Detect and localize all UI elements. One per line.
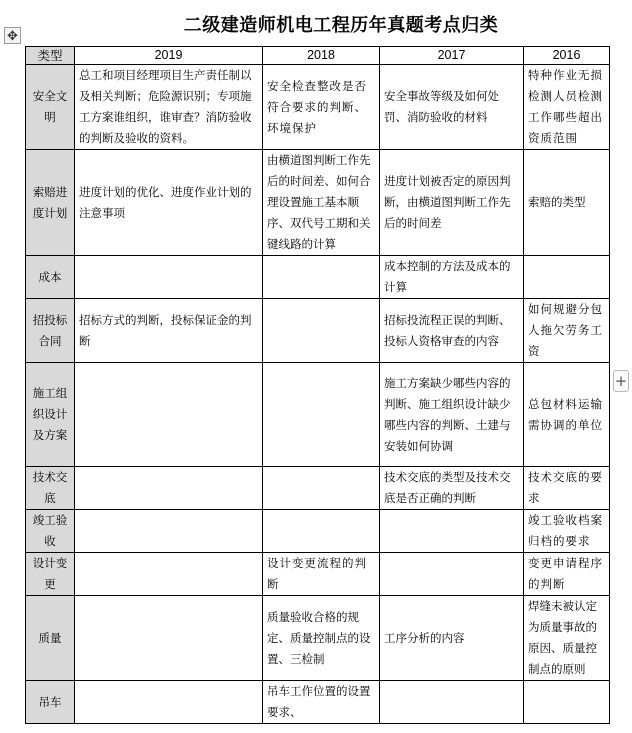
header-2017: 2017 <box>380 47 524 65</box>
cell-2019 <box>75 467 263 510</box>
move-icon: ✥ <box>7 29 18 44</box>
header-2018: 2018 <box>263 47 380 65</box>
cell-2017 <box>380 681 524 724</box>
table-row <box>26 150 610 256</box>
cell-2016: 总包材料运输需协调的单位 <box>524 363 610 467</box>
row-category: 成本 <box>26 256 75 299</box>
cell-2017: 招标投流程正误的判断、投标人资格审查的内容 <box>380 299 524 363</box>
cell-2019 <box>75 681 263 724</box>
cell-2018 <box>263 467 380 510</box>
row-category: 质量 <box>26 596 75 681</box>
cell-2019: 进度计划的优化、进度作业计划的注意事项 <box>75 150 263 256</box>
plus-icon: + <box>614 372 628 390</box>
table-row <box>26 299 610 363</box>
cell-2016: 焊缝未被认定为质量事故的原因、质量控制点的原则 <box>524 596 610 681</box>
cell-2018: 设计变更流程的判断 <box>263 553 380 596</box>
table-row <box>26 553 610 596</box>
cell-2016: 如何规避分包人拖欠劳务工资 <box>524 299 610 363</box>
row-category: 设计变更 <box>26 553 75 596</box>
cell-2018: 安全检查整改是否符合要求的判断、环境保护 <box>263 65 380 150</box>
cell-2018: 吊车工作位置的设置要求、 <box>263 681 380 724</box>
cell-2019 <box>75 510 263 553</box>
row-category: 安全文明 <box>26 65 75 150</box>
cell-2016: 索赔的类型 <box>524 150 610 256</box>
document-title: 二级建造师机电工程历年真题考点归类 <box>183 15 499 36</box>
row-category: 竣工验收 <box>26 510 75 553</box>
table-row <box>26 65 610 150</box>
header-2019: 2019 <box>75 47 263 65</box>
cell-2018: 由横道图判断工作先后的时间差、如何合理设置施工基本顺序、双代号工期和关键线路的计算 <box>263 150 380 256</box>
row-category: 招投标合同 <box>26 299 75 363</box>
cell-2017 <box>380 510 524 553</box>
cell-2018 <box>263 256 380 299</box>
cell-2016: 竣工验收档案归档的要求 <box>524 510 610 553</box>
cell-2018 <box>263 363 380 467</box>
table-row <box>26 467 610 510</box>
cell-2017 <box>380 553 524 596</box>
exam-topics-table <box>25 46 610 724</box>
cell-2016: 特种作业无损检测人员检测工作哪些超出资质范围 <box>524 65 610 150</box>
row-category: 技术交底 <box>26 467 75 510</box>
cell-2019: 总工和项目经理项目生产责任制以及相关判断；危险源识别；专项施工方案谁组织，谁审查？消防验收的判断及验收的资料。 <box>75 65 263 150</box>
cell-2017: 成本控制的方法及成本的计算 <box>380 256 524 299</box>
cell-2017: 进度计划被否定的原因判断，由横道图判断工作先后的时间差 <box>380 150 524 256</box>
cell-2016 <box>524 256 610 299</box>
table-row <box>26 681 610 724</box>
table-row <box>26 596 610 681</box>
add-column-button[interactable] <box>613 370 629 392</box>
table-row <box>26 256 610 299</box>
cell-2017: 施工方案缺少哪些内容的判断、施工组织设计缺少哪些内容的判断、土建与安装如何协调 <box>380 363 524 467</box>
cell-2019 <box>75 596 263 681</box>
cell-2017: 工序分析的内容 <box>380 596 524 681</box>
row-category: 索赔进度计划 <box>26 150 75 256</box>
table-row <box>26 363 610 467</box>
cell-2019 <box>75 553 263 596</box>
cell-2016: 变更申请程序的判断 <box>524 553 610 596</box>
row-category: 施工组织设计及方案 <box>26 363 75 467</box>
table-row <box>26 510 610 553</box>
cell-2016: 技术交底的要求 <box>524 467 610 510</box>
cell-2019 <box>75 363 263 467</box>
header-2016: 2016 <box>524 47 610 65</box>
cell-2018 <box>263 510 380 553</box>
cell-2018 <box>263 299 380 363</box>
row-category: 吊车 <box>26 681 75 724</box>
cell-2017: 技术交底的类型及技术交底是否正确的判断 <box>380 467 524 510</box>
cell-2019 <box>75 256 263 299</box>
header-row <box>26 47 610 65</box>
cell-2017: 安全事故等级及如何处罚、消防验收的材料 <box>380 65 524 150</box>
header-type: 类型 <box>26 47 75 65</box>
cell-2018: 质量验收合格的规定、质量控制点的设置、三检制 <box>263 596 380 681</box>
cell-2016 <box>524 681 610 724</box>
cell-2019: 招标方式的判断，投标保证金的判断 <box>75 299 263 363</box>
